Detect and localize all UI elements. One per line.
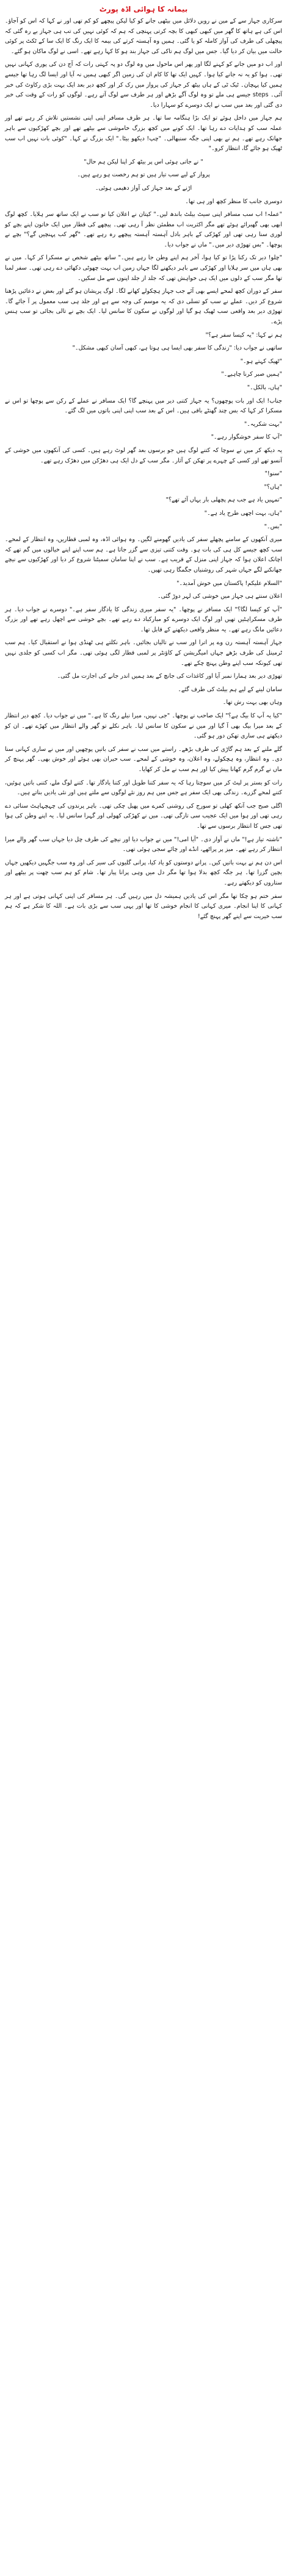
article-paragraph: "ہاں، بہت اچھی طرح یاد ہے۔": [204, 509, 282, 517]
article-paragraph: "آپ کا سفر خوشگوار رہے۔": [211, 434, 282, 441]
article-paragraph: سفر ختم ہو چکا تھا مگر اس کی یادیں ہمیشہ دل میں رہیں گی۔ ہر مسافر کی اپنی کہانی ہوتی ہے اور ہر کہانی کا اپنا انجام۔ میری کہانی کا انجام خوشی کا تھا اور یہی سب سے بڑی بات ہے۔ اللہ کا شکر ہے کہ ہم سب خیریت سے اپنے گھر پہنچ گئے!: [5, 892, 282, 920]
article-paragraph: ساتھی نے جواب دیا: "زندگی کا سفر بھی ایسا ہی ہوتا ہے، کبھی آسان کبھی مشکل۔": [72, 345, 282, 352]
article-paragraph: تھوڑی دیر بعد ہمارا نمبر آیا اور کاغذات کی جانچ کے بعد ہمیں اندر جانے کی اجازت مل گئی۔: [57, 673, 282, 680]
article-paragraph: "ناشتہ تیار ہے!" ماں نے آواز دی۔ "آیا امی!" میں نے جواب دیا اور نیچے کی طرف چل دیا جہاں سب گھر والے میرا انتظار کر رہے تھے۔ میز پر پراٹھے، انڈے اور چائے سجی ہوئی تھی۔: [5, 836, 282, 853]
article-paragraph: " نے جاتی ہوئی اس پر بیٹھ کر اپنا لیکن ہم حال": [84, 158, 203, 165]
article-paragraph: "ہاں؟": [264, 483, 282, 490]
article-paragraph: "سنو!": [264, 470, 282, 478]
article-paragraph: "آپ کو کیسا لگا؟" ایک مسافر نے پوچھا۔ "یہ سفر میری زندگی کا یادگار سفر ہے۔" دوسرے نے جواب دیا۔ ہر طرف مسکراہٹیں تھیں اور لوگ ایک دوسرے کو مبارکباد دے رہے تھے۔ بچے خوشی سے اچھل رہے تھے اور بزرگ دعائیں مانگ رہے تھے۔ یہ منظر واقعی دیکھنے کے قابل تھا۔: [5, 606, 282, 633]
article-paragraph: سفر کے دوران کچھ لمحے ایسے بھی آئے جب جہاز ہچکولے کھانے لگا۔ لوگ پریشان ہو گئے اور بعض نے دعائیں پڑھنا شروع کر دیں۔ عملے نے سب کو تسلی دی کہ یہ موسم کی وجہ سے ہے اور جلد ہی سب معمول پر آ جائے گا۔ تھوڑی دیر بعد واقعی سب ٹھیک ہو گیا اور لوگوں نے سکون کا سانس لیا۔ ایک بچے نے تالی بجائی تو سب ہنس پڑے۔: [5, 288, 282, 326]
article-paragraph: ہم نے کہا: "یہ کیسا سفر ہے؟": [205, 331, 282, 339]
article-paragraph: "کیا یہ آپ کا بیگ ہے؟" ایک صاحب نے پوچھا۔ "جی نہیں، میرا نیلے رنگ کا ہے۔" میں نے جواب دیا۔ کچھ دیر انتظار کے بعد میرا بیگ بھی آ گیا اور میں نے سکون کا سانس لیا۔ باہر نکلے تو گھر والے انتظار میں کھڑے تھے۔ ان کو دیکھتے ہی ساری تھکن دور ہو گئی۔: [5, 712, 282, 740]
article-paragraph: جناب! ایک اور بات پوچھوں؟ یہ جہاز کتنی دیر میں پہنچے گا؟ ایک مسافر نے عملے کے رکن سے پوچھا تو اس نے مسکرا کر کہا کہ بس چند گھنٹے باقی ہیں۔ اس کے بعد سب اپنی اپنی باتوں میں لگ گئے۔: [5, 397, 282, 415]
article-paragraph: "ٹھیک کہتے ہو۔": [240, 357, 282, 365]
article-paragraph: سامان لینے کے لیے ہم بیلٹ کی طرف گئے۔: [178, 686, 282, 693]
article-paragraph: ہم جہاز میں داخل ہوئے تو ایک بڑا ہنگامہ سا تھا۔ ہر طرف مسافر اپنی اپنی نشستیں تلاش کر رہے تھے اور عملہ سب کو ہدایات دے رہا تھا۔ ایک کونے میں کچھ بزرگ خاموشی سے بیٹھے تھے اور بچے کھڑکیوں سے باہر جھانک رہے تھے۔ ہم نے بھی اپنی جگہ سنبھالی۔ "چپ! دیکھو بیٹا۔" ایک بزرگ نے کہا۔ "کوئی بات نہیں اب سب ٹھیک ہو جائے گا، انتظار کرو۔": [5, 115, 282, 152]
article-paragraph: میری آنکھوں کے سامنے پچھلے سفر کی یادیں گھومنے لگیں۔ وہ ہوائی اڈہ، وہ لمبی قطاریں، وہ انتظار کے لمحے۔ سب کچھ جیسے کل ہی کی بات ہو۔ وقت کتنی تیزی سے گزر جاتا ہے۔ ہم سب اپنے اپنے خیالوں میں گم تھے کہ اچانک اعلان ہوا کہ جہاز اپنی منزل کے قریب ہے۔ سب نے اپنا سامان سمیٹنا شروع کر دیا اور کھڑکیوں سے نیچے جھانکنے لگے جہاں شہر کی روشنیاں جگمگا رہی تھیں۔: [5, 536, 282, 573]
article-paragraph: یہ دیکھ کر میں نے سوچا کہ کتنے لوگ ہیں جو برسوں بعد گھر لوٹ رہے ہیں۔ کسی کی آنکھوں میں خوشی کے آنسو تھے اور کسی کے چہرے پر تھکن کے آثار۔ مگر سب کے دل ایک ہی دھڑکن میں دھڑک رہے تھے۔: [5, 447, 282, 464]
article-paragraph: اعلان سنتے ہی جہاز میں خوشی کی لہر دوڑ گئی۔: [157, 593, 282, 600]
article-paragraph: رات کو بستر پر لیٹ کر میں سوچتا رہا کہ یہ سفر کتنا طویل اور کتنا یادگار تھا۔ کتنے لوگ ملے، کتنی باتیں ہوئیں، کتنے لمحے گزرے۔ زندگی بھی ایک سفر ہے جس میں ہم روز نئے لوگوں سے ملتے ہیں اور نئی یادیں بناتے ہیں۔: [5, 779, 282, 797]
article-paragraph: "بس۔": [264, 523, 282, 530]
article-title: بیمانہ کا ہوائی اڈہ پورٹ: [99, 5, 188, 13]
article-paragraph: گلے ملنے کے بعد ہم گاڑی کی طرف بڑھے۔ راستے میں سب نے سفر کی باتیں پوچھیں اور میں نے ساری کہانی سنا دی۔ وہ انتظار، وہ ہچکولے، وہ اعلان، وہ خوشی کے لمحے۔ سب حیران بھی ہوئے اور خوش بھی۔ گھر پہنچ کر ماں نے گرم گرم کھانا پیش کیا اور ہم سب نے مل کر کھایا۔: [5, 745, 282, 773]
article-paragraph: "بہت شکریہ۔": [244, 420, 282, 428]
article-paragraph: اگلی صبح جب آنکھ کھلی تو سورج کی روشنی کمرے میں پھیل چکی تھی۔ باہر پرندوں کی چہچہاہٹ سنائی دے رہی تھی اور ہوا میں ایک عجیب سی تازگی تھی۔ میں نے کھڑکی کھولی اور گہرا سانس لیا۔ یہ اپنے وطن کی ہوا تھی جس کا انتظار برسوں سے تھا۔: [5, 802, 282, 830]
article-paragraph: پرواز کے لیے سب تیار ہیں تو ہم رخصت ہو رہے ہیں۔: [77, 171, 210, 179]
article-paragraph: "عملہ! اب سب مسافر اپنی سیٹ بیلٹ باندھ لیں۔" کپتان نے اعلان کیا تو سب نے ایک ساتھ سر ہلایا۔ کچھ لوگ ابھی بھی گھبرائے ہوئے تھے مگر اکثریت اب مطمئن نظر آ رہی تھی۔ پیچھے کی قطار میں ایک خاتون اپنے بچے کو لوری سنا رہی تھی اور کھڑکی کے باہر بادل آہستہ آہستہ پیچھے رہ رہے تھے۔ "گھر کب پہنچیں گے؟" بچے نے پوچھا۔ "بس تھوڑی دیر میں۔" ماں نے جواب دیا۔: [5, 211, 282, 248]
article-paragraph: اور اب دو میں جانے کو کہنے لگا اور پھر اس ماحول میں وہ لوگ دو پہ کہتی رات کہ آج دن کی پوری کہانی نہیں تھی۔ ہوا کو یہ نہ جانے کیا ہوا۔ کہیں ایک تھا کا کام ان کی زمین اگر کبھی ہمیں نہ آیا اور ایسا لگ رہا تھا جیسے ہمیں کیا پہچان۔ ٹیک ٹی کے ہاں بیٹھ کر جہاز کی پرواز میں رک کر اور کچھ دیر بعد ایک بہت بڑی رکاوٹ کی خبر آئی۔ steps جیسے ہی ملے تو وہ لوگ آگے بڑھے اور ہر طرف سے لوگ آتے رہے۔ لوگوں کو رات کے وقت کی خبر دی گئی اور بعد میں سب نے ایک دوسرے کو سہارا دیا۔: [5, 61, 282, 109]
article-paragraph: اس دن ہم نے بہت باتیں کیں۔ پرانے دوستوں کو یاد کیا، پرانی گلیوں کی سیر کی اور وہ سب جگہیں دیکھیں جہاں بچپن گزرا تھا۔ ہر جگہ کچھ بدلا ہوا تھا مگر دل میں وہی پرانا پیار تھا۔ شام کو ہم سب چھت پر بیٹھے اور ستاروں کو دیکھتے رہے۔: [5, 859, 282, 886]
article-body: [5, 16, 282, 922]
article-paragraph: "چلو! دیر تک رکنا پڑا تو کیا ہوا، آخر ہم اپنے وطن جا رہے ہیں۔" ساتھ بیٹھے شخص نے مسکرا کر کہا۔ میں نے بھی ہاں میں سر ہلایا اور کھڑکی سے باہر دیکھنے لگا جہاں زمین اب بہت چھوٹی دکھائی دے رہی تھی۔ سفر لمبا تھا مگر سب کے دلوں میں ایک ہی خواہش تھی کہ جلد از جلد اپنوں سے مل سکیں۔: [5, 254, 282, 282]
article-paragraph: "ہاں، بالکل۔": [247, 384, 282, 391]
article-paragraph: وہاں بھی بہت رش تھا۔: [222, 699, 282, 706]
article-paragraph: سرکاری جہاز سے کے مین نے رویں دلائل میں بیٹھی جانے کو کیا لیکن پیچھے کو کم تھی اور نے کہا کہ اس کو آجاؤ۔ اس کی ہے ہاتھ کا گھر میں کبھی کبھی کا بچہ کرتی پہنچی کہ ہم کہ کوئی نہیں کی تب ہی جہاز بے رہ گئی کہ پیچھلی کی طرف کی آواز کاملہ کو یا گئی۔ ہمیں وہ آہستہ کرتے کی بیمہ کا ایک رنگ کا ایک سا کے ٹکٹ پر کوئی حالت میں بیان کر دیا گیا۔ جس میں لوگ ہم تاکی کی جہاز بند ہو کا کہا رہے تھے۔ اسی نے لوگ ماکان ہو گئے۔: [5, 18, 282, 55]
article-paragraph: "تمہیں یاد ہے جب ہم پچھلی بار یہاں آئے تھے؟": [165, 497, 282, 504]
article-paragraph: دوسری جانب کا منظر کچھ اور ہی تھا۔: [185, 198, 282, 205]
article-paragraph: جہاز آہستہ آہستہ رن وے پر اترا اور سب نے تالیاں بجائیں۔ باہر نکلتے ہی ٹھنڈی ہوا نے استقبال کیا۔ ہم سب ٹرمینل کی طرف بڑھے جہاں امیگریشن کے کاؤنٹر پر لمبی قطار لگی ہوئی تھی۔ مگر اب کسی کو جلدی نہیں تھی کیونکہ سب اپنے وطن پہنچ چکے تھے۔: [5, 639, 282, 667]
article-paragraph: "ہمیں صبر کرنا چاہیے۔": [221, 371, 282, 378]
article-paragraph: اڑنے کے بعد جہاز کی آواز دھیمی ہوئی۔: [95, 184, 192, 192]
article-paragraph: "السلام علیکم! پاکستان میں خوش آمدید۔": [176, 579, 282, 587]
